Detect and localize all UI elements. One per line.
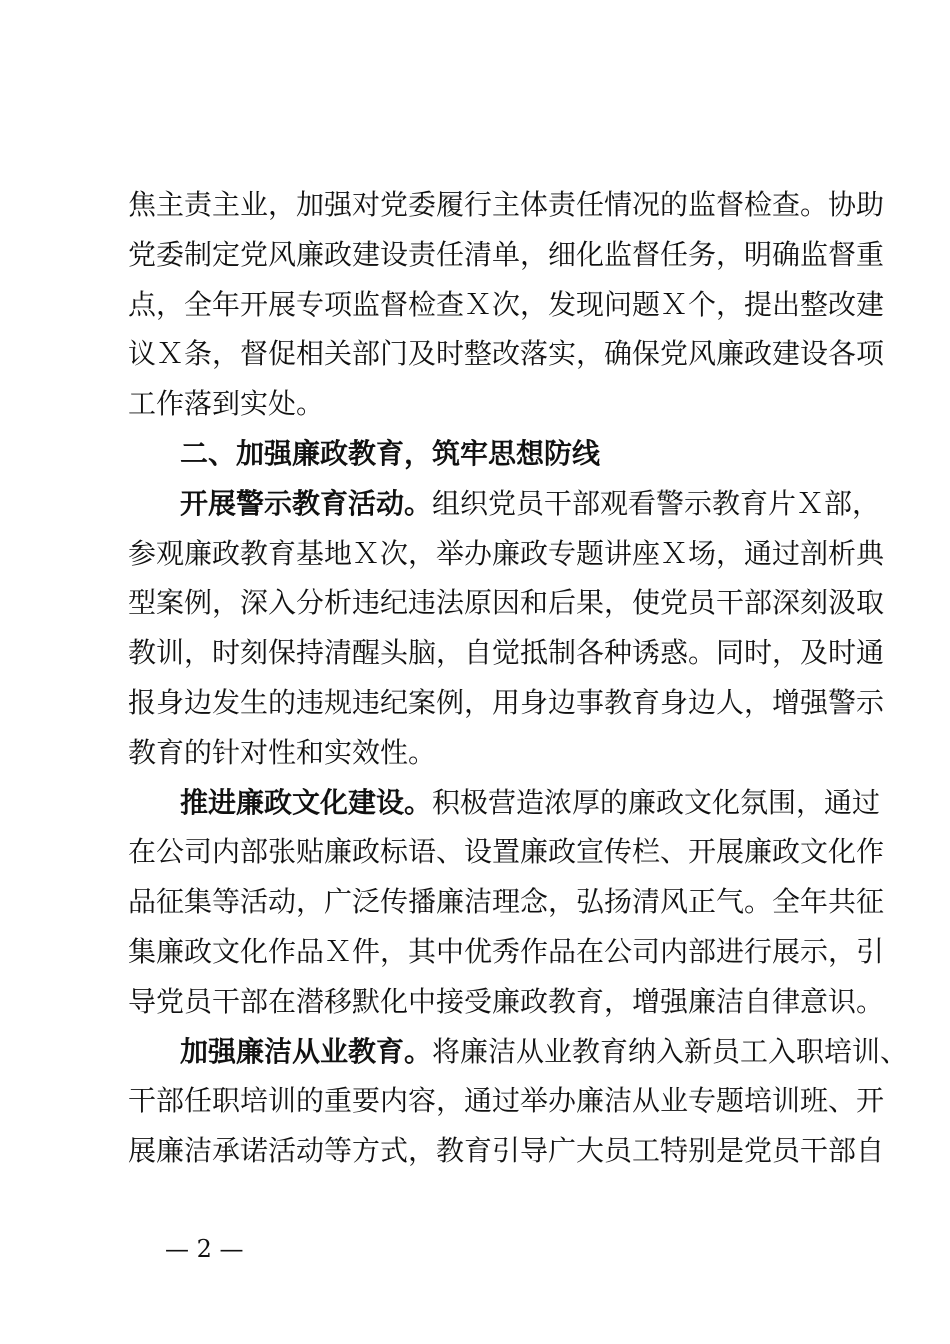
paragraph [128, 479, 885, 778]
document-body [128, 180, 909, 1176]
text-line [128, 1027, 909, 1077]
paragraph-text: 组织党员干部观看警示教育片Ｘ部， [432, 486, 881, 520]
text-line: 党委制定党风廉政建设责任清单，细化监督任务，明确监督重 [128, 237, 885, 271]
paragraph-text: 积极营造浓厚的廉政文化氛围，通过 [432, 785, 881, 819]
paragraph-lead: 开展警示教育活动。 [180, 486, 433, 520]
text-line: 参观廉政教育基地Ｘ次，举办廉政专题讲座Ｘ场，通过剖析典 [128, 536, 885, 570]
paragraph [128, 778, 885, 1027]
text-line [128, 479, 881, 529]
text-line: 导党员干部在潜移默化中接受廉政教育，增强廉洁自律意识。 [128, 984, 885, 1018]
paragraph [128, 180, 885, 429]
text-line: 展廉洁承诺活动等方式，教育引导广大员工特别是党员干部自 [128, 1134, 885, 1168]
page-number: — 2 — [165, 1235, 244, 1263]
text-line: 型案例，深入分析违纪违法原因和后果，使党员干部深刻汲取 [128, 586, 885, 620]
paragraph-lead: 加强廉洁从业教育。 [180, 1034, 433, 1068]
text-line: 集廉政文化作品Ｘ件，其中优秀作品在公司内部进行展示，引 [128, 934, 885, 968]
text-line: 在公司内部张贴廉政标语、设置廉政宣传栏、开展廉政文化作 [128, 835, 885, 869]
section-heading: 二、加强廉政教育，筑牢思想防线 [180, 436, 601, 470]
text-line: 品征集等活动，广泛传播廉洁理念，弘扬清风正气。全年共征 [128, 885, 885, 919]
text-line: 教育的针对性和实效性。 [128, 735, 437, 769]
text-line [128, 778, 881, 828]
text-line: 议Ｘ条，督促相关部门及时整改落实，确保党风廉政建设各项 [128, 337, 885, 371]
text-line: 点，全年开展专项监督检查Ｘ次，发现问题Ｘ个，提出整改建 [128, 287, 885, 321]
text-line: 教训，时刻保持清醒头脑，自觉抵制各种诱惑。同时，及时通 [128, 636, 885, 670]
text-line: 工作落到实处。 [128, 387, 325, 421]
paragraph-lead: 推进廉政文化建设。 [180, 785, 433, 819]
text-line: 干部任职培训的重要内容，通过举办廉洁从业专题培训班、开 [128, 1084, 885, 1118]
text-line: 报身边发生的违规违纪案例，用身边事教育身边人，增强警示 [128, 685, 885, 719]
text-line: 焦主责主业，加强对党委履行主体责任情况的监督检查。协助 [128, 188, 885, 221]
paragraph [128, 1027, 909, 1176]
paragraph-text: 将廉洁从业教育纳入新员工入职培训、 [432, 1034, 909, 1068]
